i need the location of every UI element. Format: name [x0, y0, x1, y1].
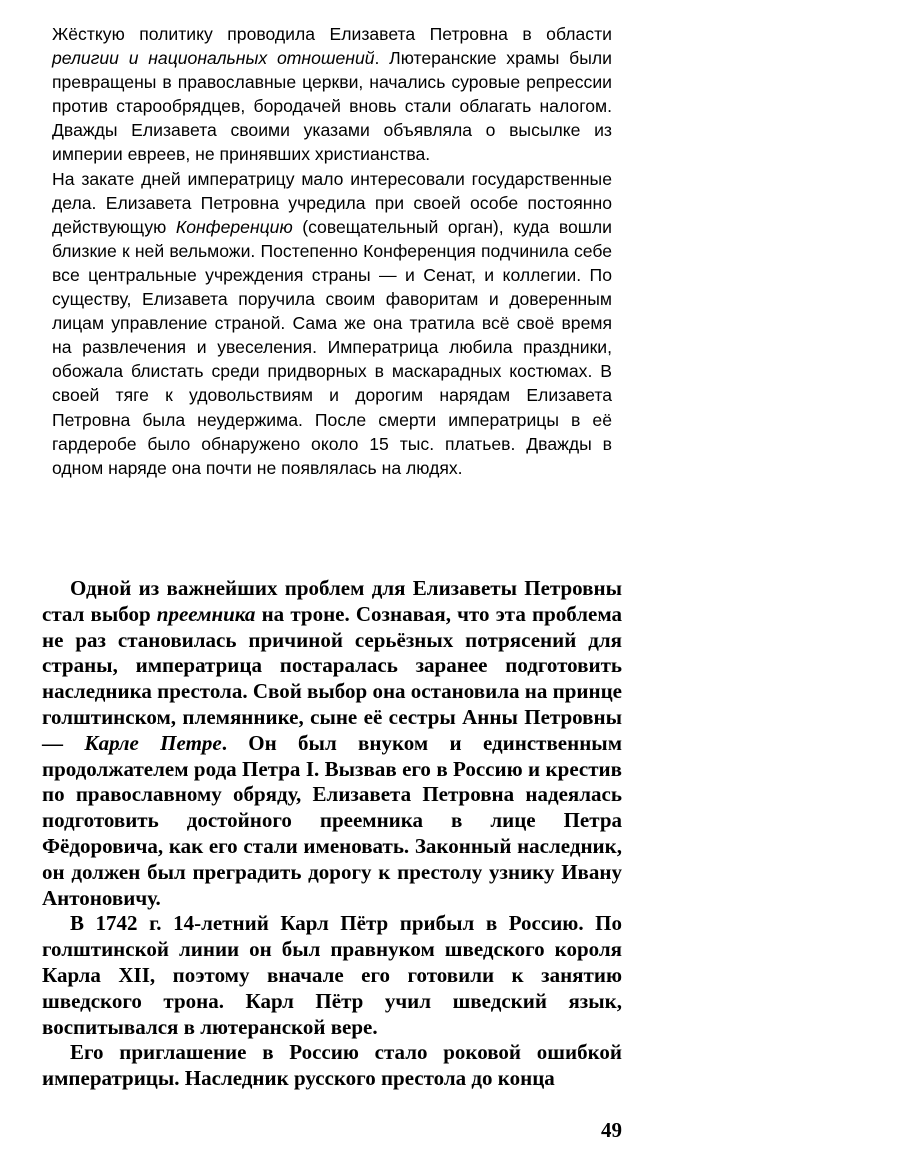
- text-run: Жёсткую политику проводила Елизавета Петровна в области: [52, 24, 612, 44]
- main-paragraph-successor: [42, 576, 622, 911]
- text-run: . Он был внуком и единственным продолжателем рода Петра I. Вызвав его в Россию и крестив по православному обряду, Елизавета Петровна надеялась подготовить достойного преемника в лице Петра Фёдоровича, как его стали именовать. Законный наследник, он должен был преградить дорогу к престолу узнику Ивану Антоновичу.: [42, 730, 623, 910]
- italic-term-conference: Конференцию: [175, 216, 293, 237]
- text-run: На закате дней императрицу мало интересовали государственные дела. Елизавета Петровна учредила при своей особе постоянно действующую: [52, 168, 612, 237]
- italic-term-successor: преемника: [156, 601, 256, 626]
- text-run: на троне. Сознавая, что эта проблема не раз становилась причиной серьёзных потрясений для страны, императрица постаралась заранее подготовить наследника престола. Свой выбор она остановила на принце голштинском, племяннике, сыне её сестры Анны Петровны —: [42, 601, 622, 755]
- main-paragraph-arrival: В 1742 г. 14-летний Карл Пётр прибыл в Россию. По голштинской линии он был правнуком шведского короля Карла XII, поэтому вначале его готовили к занятию шведского трона. Карл Пётр учил шведский язык, воспитывался в лютеранской вере.: [42, 911, 622, 1039]
- main-paragraph-invitation: Его приглашение в Россию стало роковой ошибкой императрицы. Наследник русского престола до конца: [42, 1040, 622, 1091]
- italic-name-karl-peter: Карле Петре: [84, 730, 222, 755]
- text-run: Одной из важнейших проблем для Елизаветы Петровны стал выбор: [42, 576, 622, 626]
- sidebar-paragraph-religion: [52, 22, 612, 167]
- italic-term-religion: религии и национальных отношений: [52, 48, 375, 69]
- main-text-block: [42, 576, 622, 1092]
- sidebar-text-block: [52, 22, 612, 480]
- sidebar-paragraph-conference: [52, 167, 612, 480]
- text-run: . Лютеранские храмы были превращены в православные церкви, начались суровые репрессии против старообрядцев, бородачей вновь стали облагать налогом. Дважды Елизавета своими указами объявляла о высылке из империи евреев, не принявших христианства.: [52, 48, 612, 165]
- text-run: (совещательный орган), куда вошли близкие к ней вельможи. Постепенно Конференция подчинила себе все центральные учреждения страны — и Сенат, и коллегии. По существу, Елизавета поручила своим фаворитам и доверенным лицам управление страной. Сама же она тратила всё своё время на развлечения и увеселения. Императрица любила праздники, обожала блистать среди придворных в маскарадных костюмах. В своей тяге к удовольствиям и дорогим нарядам Елизавета Петровна была неудержима. После смерти императрицы в её гардеробе было обнаружено около 15 тыс. платьев. Дважды в одном наряде она почти не появлялась на людях.: [52, 216, 612, 478]
- page-number: 49: [601, 1118, 622, 1142]
